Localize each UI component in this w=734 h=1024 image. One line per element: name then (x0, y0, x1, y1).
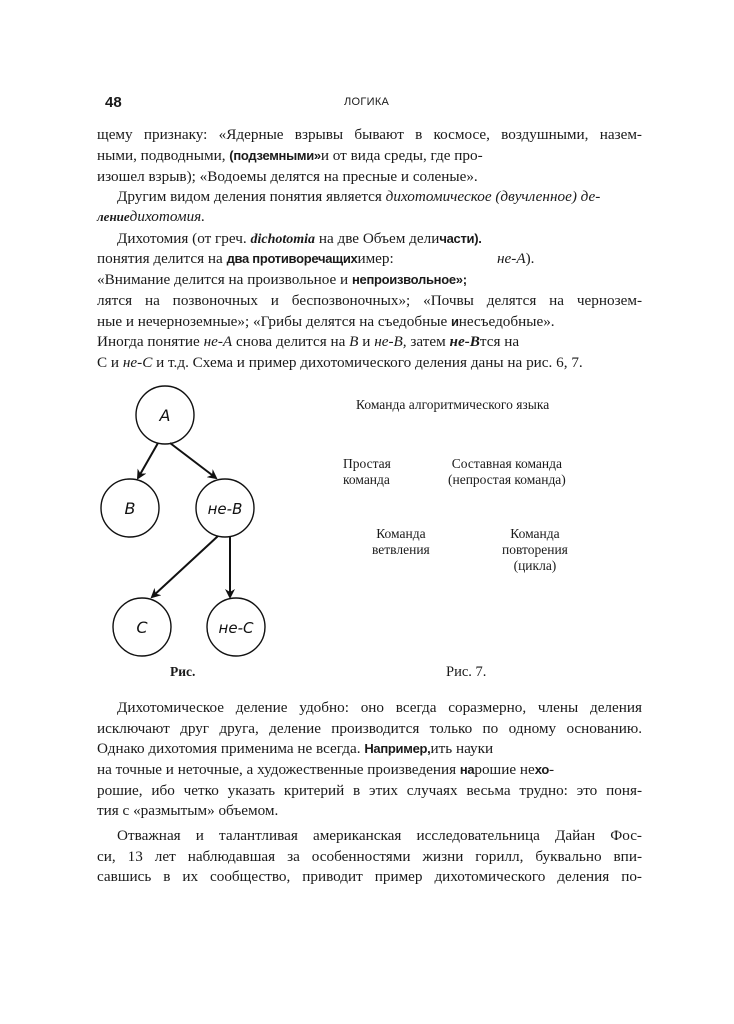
text: (цикла) (513, 558, 557, 573)
text-line (97, 353, 642, 373)
text: (непростая команда) (448, 472, 566, 487)
text: Команда (376, 526, 426, 541)
text: Дихотомическое деление удобно: оно всегда соразмерно, члены деления (117, 699, 642, 716)
text: рошие, ибо четко указать критерий в этих случаях весьма трудно: это поня- (97, 782, 642, 799)
overlapping-text: ление (97, 209, 130, 224)
text: Простая (343, 456, 391, 471)
text: ). (525, 250, 535, 267)
italic-term: не-В, (374, 333, 407, 350)
running-title: ЛОГИКА (344, 96, 390, 108)
text: на две Объем дели (315, 230, 440, 247)
svg-text:B: B (124, 499, 136, 518)
text-line (97, 847, 642, 867)
fig7-loop-command (502, 526, 568, 574)
page-number: 48 (105, 94, 122, 111)
overlapping-text: два противоречащих (226, 251, 358, 266)
text: понятия делится на (97, 250, 227, 267)
text: снова делится на (232, 333, 350, 350)
arrow-a-to-not-b (170, 443, 216, 478)
text: Составная команда (451, 456, 562, 471)
node-b (101, 479, 159, 537)
figure-6-caption: Рис. (170, 664, 196, 679)
text-line (97, 249, 642, 269)
text-line (97, 760, 642, 780)
text-line (97, 125, 642, 145)
greek-term: dichotomia (250, 232, 316, 247)
svg-text:C: C (136, 618, 148, 637)
svg-text:не-B: не-B (207, 500, 243, 518)
text: Иногда понятие (97, 333, 204, 350)
text: исключают друг друга, деление производится только по одному основанию. (97, 720, 642, 737)
text-line (97, 719, 642, 739)
text-line (97, 867, 642, 887)
node-a (136, 386, 194, 444)
arrow-not-b-to-c (152, 536, 218, 597)
text: савшись в их сообщество, приводит пример дихотомического деления по- (97, 868, 642, 885)
overlapping-text: и (450, 314, 459, 329)
text: тия с «размытым» объемом. (97, 802, 279, 819)
fig7-compound-command (448, 456, 566, 488)
text-line (97, 801, 642, 821)
node-not-b (196, 479, 254, 537)
text-line (97, 167, 642, 187)
text: на точные и неточные, а художественные произведения (97, 761, 460, 778)
text: команда (343, 472, 390, 487)
text: ные и нечерноземные»; «Грибы делятся на съедобные (97, 313, 451, 330)
text-line (97, 187, 642, 207)
text-line (97, 229, 642, 250)
fig7-root-label (356, 397, 549, 413)
text: Отважная и талантливая американская исследовательница Дайан Фос- (117, 827, 642, 844)
text: рошие не (474, 761, 535, 778)
overlapping-text: (подземными» (229, 148, 321, 163)
text: лятся на позвоночных и беспозвоночных»; «Почвы делятся на чернозем- (97, 292, 642, 309)
text-line (97, 312, 642, 332)
italic-term: дихотомическое (двучленное) де- (385, 188, 601, 205)
italic-term: не-С (122, 354, 153, 371)
text: изошел взрыв); «Водоемы делятся на пресные и соленые». (97, 168, 478, 185)
node-c (113, 598, 171, 656)
text: си, 13 лет наблюдавшая за особенностями жизни горилл, буквально впи- (97, 848, 642, 865)
text: С и (97, 354, 123, 371)
text: Однако дихотомия применима не всегда. (97, 740, 365, 757)
italic-term: дихотомия. (129, 208, 206, 225)
fig7-simple-command (343, 456, 391, 488)
text: затем (406, 333, 450, 350)
text: Дихотомия (от греч. (117, 230, 251, 247)
text: несъедобные». (458, 313, 555, 330)
text: Команда алгоритмического языка (356, 397, 550, 412)
italic-term: В (349, 333, 359, 350)
text-line (97, 270, 642, 290)
text: ными, подводными, (97, 147, 230, 164)
overlapping-text: непроизвольное»; (351, 272, 467, 287)
figure-7-caption: Рис. 7. (446, 664, 487, 680)
text: Команда (510, 526, 560, 541)
text: - (549, 761, 555, 778)
svg-text:A: A (159, 406, 171, 425)
italic-term: не-А (203, 333, 233, 350)
text: повторения (502, 542, 568, 557)
text-line (97, 332, 642, 352)
overlapping-text: части). (439, 231, 482, 246)
text: ить науки (430, 740, 494, 757)
text: «Внимание делится на произвольное и (97, 271, 352, 288)
overlapping-text: не-В (449, 333, 480, 350)
text-line (97, 826, 642, 846)
text: имер: (357, 250, 394, 267)
text-fragment (497, 249, 534, 269)
text: и от вида среды, где про- (320, 147, 483, 164)
text-line (97, 207, 642, 227)
text: Другим видом деления понятия является (117, 188, 386, 205)
overlapping-text: на (459, 762, 475, 777)
text-line (97, 698, 642, 718)
arrow-a-to-b (138, 443, 158, 478)
text-line (97, 781, 642, 801)
overlapping-text: хо (534, 762, 550, 777)
figure-6-dichotomy-tree (90, 375, 310, 685)
svg-text:не-C: не-C (218, 619, 254, 637)
overlapping-text: Например, (364, 741, 431, 756)
text: щему признаку: «Ядерные взрывы бывают в космосе, воздушными, назем- (97, 126, 642, 143)
italic-term: не-А (497, 250, 526, 267)
fig7-branch-command (372, 526, 430, 558)
text: тся на (479, 333, 520, 350)
text: и (358, 333, 375, 350)
text-line (97, 146, 642, 166)
node-not-c (207, 598, 265, 656)
text: и т.д. Схема и пример дихотомического деления даны на рис. 6, 7. (152, 354, 583, 371)
text-line (97, 291, 642, 311)
text-line (97, 739, 642, 759)
text: ветвления (372, 542, 430, 557)
